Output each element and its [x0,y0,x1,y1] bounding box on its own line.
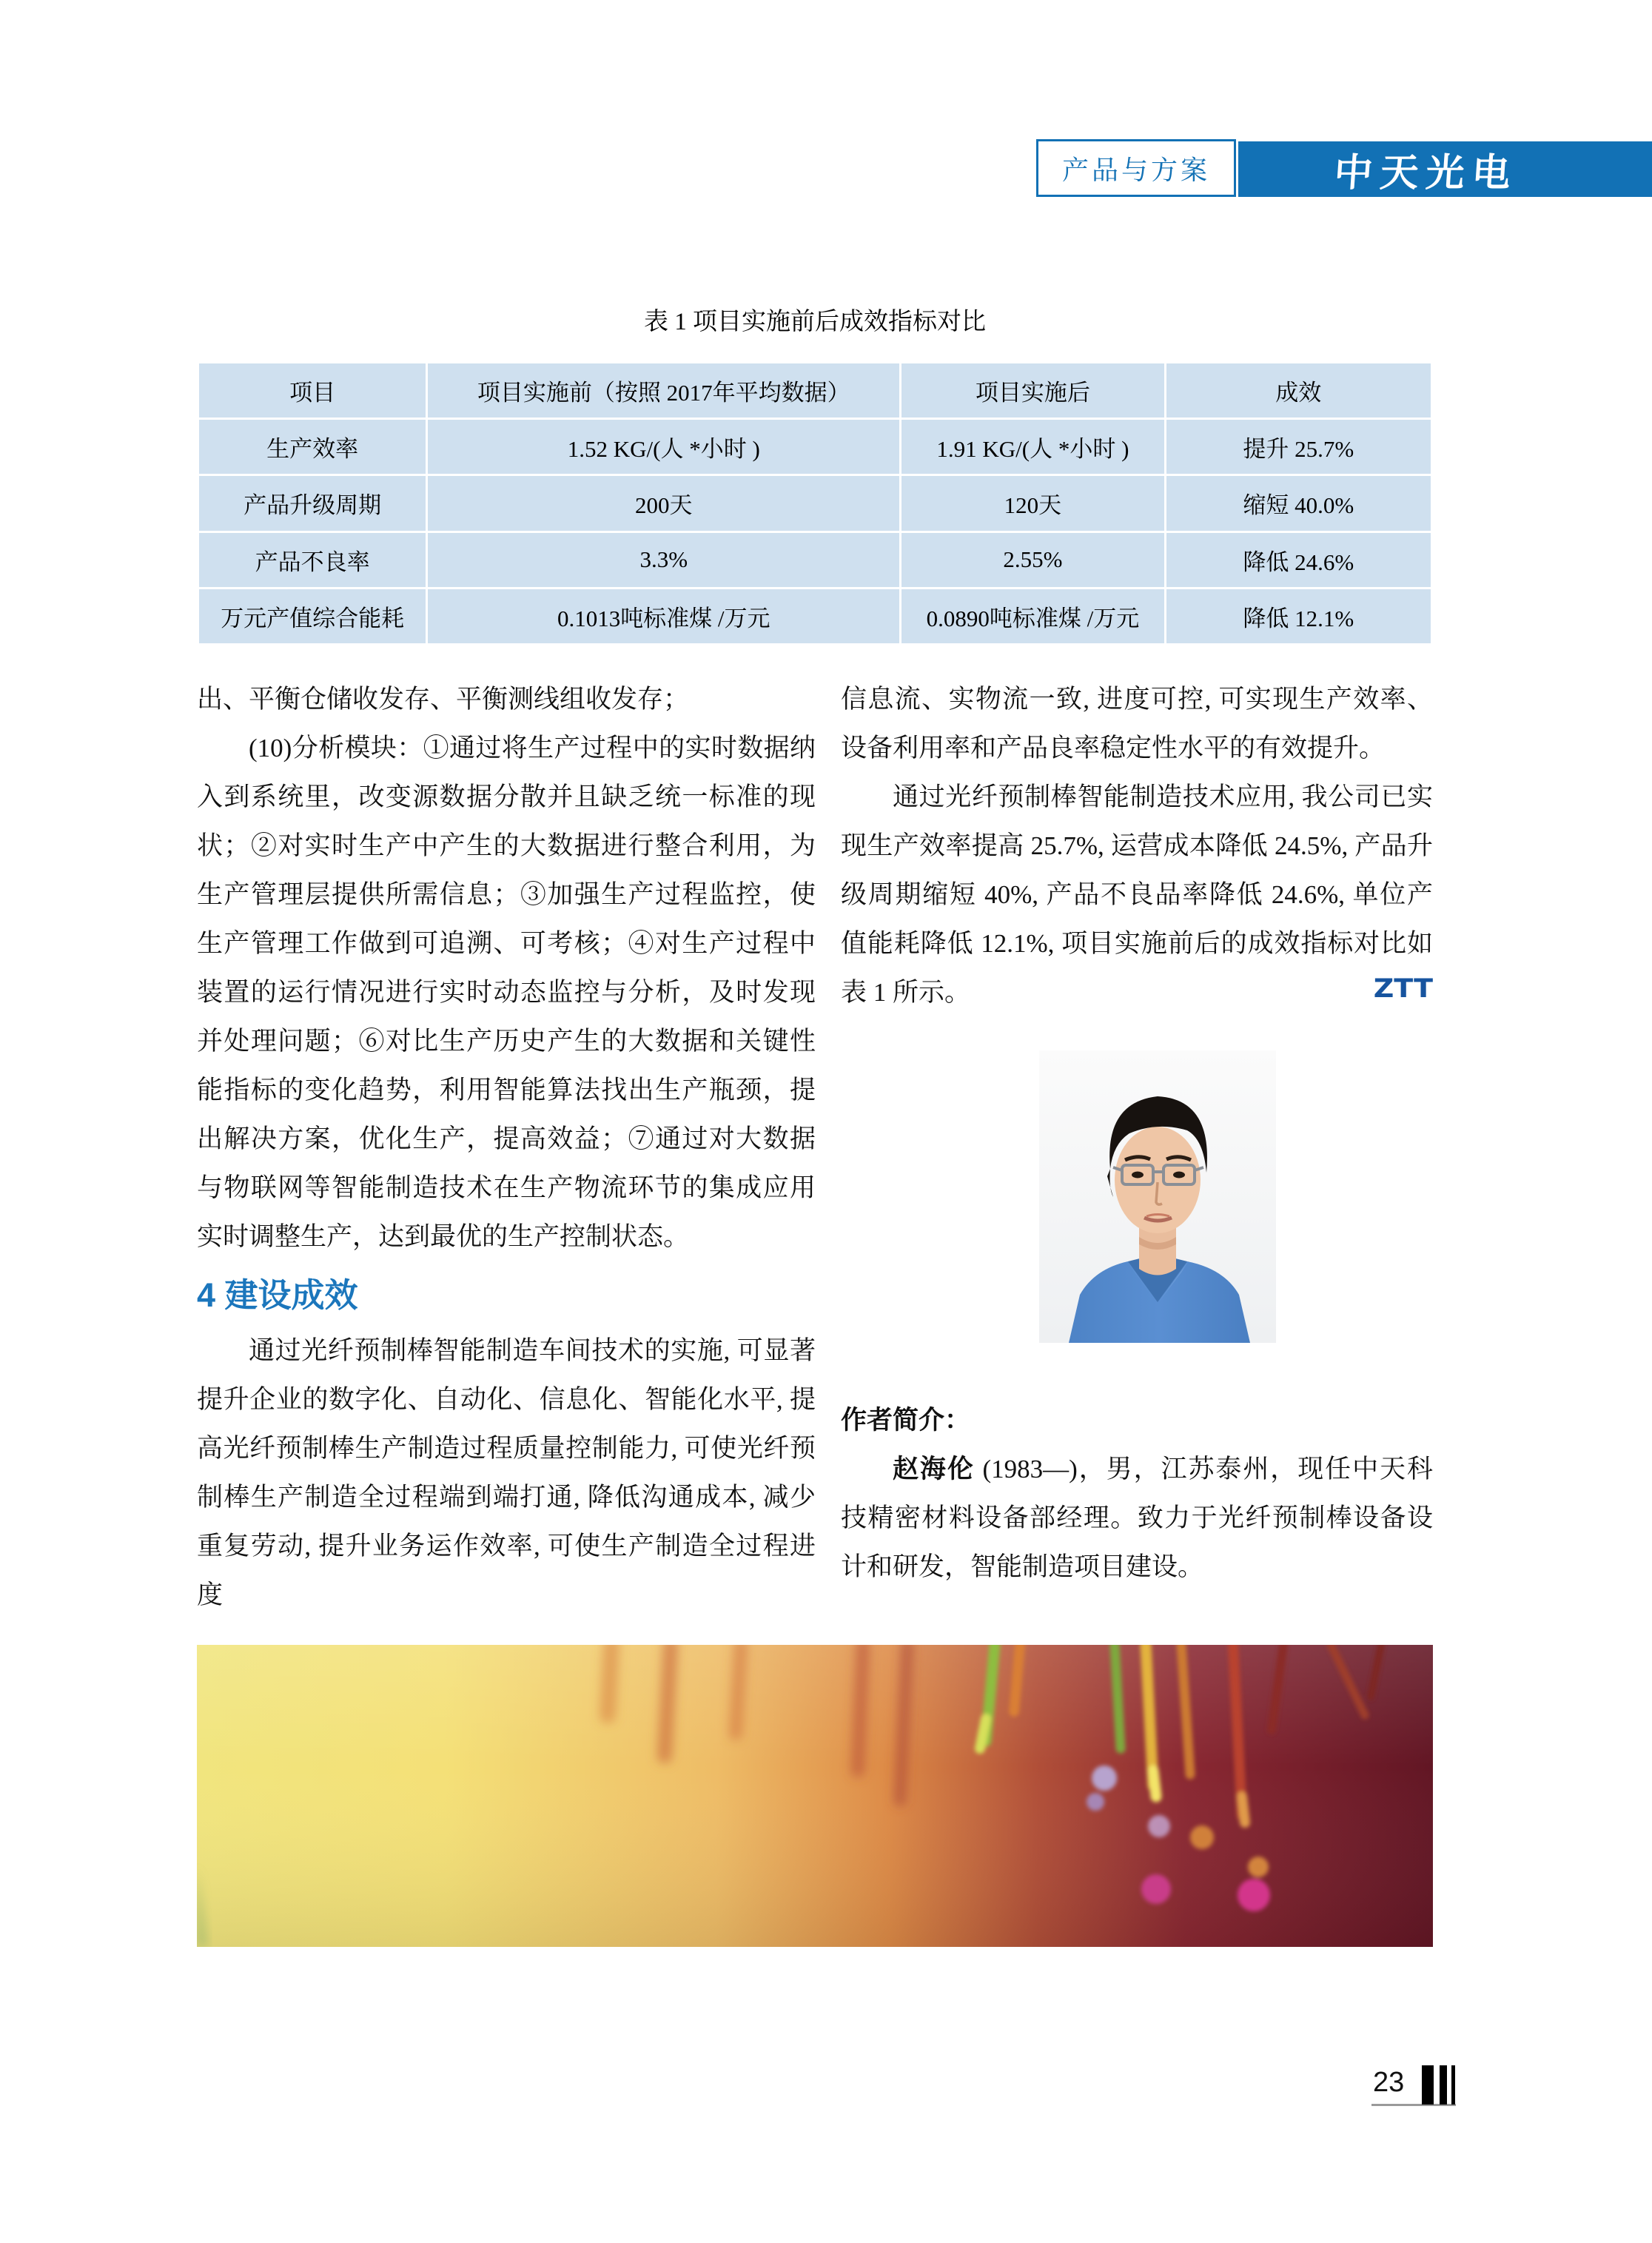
author-section [841,1396,1433,1592]
portrait-graphic [1039,1050,1276,1343]
author-photo [1039,1050,1276,1343]
author-bio [841,1445,1433,1592]
body-paragraph [841,773,1433,1017]
left-column [197,675,816,1620]
brand-logo-text: 中天光电 [1332,151,1520,195]
cell: 1.52 KG/(人 *小时 ) [428,420,899,474]
cell: 0.1013吨标准煤 /万元 [428,589,899,643]
right-column [841,675,1433,1017]
col-header: 成效 [1166,363,1431,418]
footer-bar-mark [1422,2065,1434,2105]
body-paragraph: (10)分析模块：①通过将生产过程中的实时数据纳入到系统里，改变源数据分散并且缺乏统一标准的现状；②对实时生产中产生的大数据进行整合利用，为生产管理层提供所需信息；③加强生产过程监控，使生产管理工作做到可追溯、可考核；④对生产过程中装置的运行情况进行实时动态监控与分析，及时发现并处理问题；⑥对比生产历史产生的大数据和关键性能指标的变化趋势，利用智能算法找出生产瓶颈，提出解决方案，优化生产，提高效益；⑦通过对大数据与物联网等智能制造技术在生产物流环节的集成应用实时调整生产，达到最优的生产控制状态。 [197,734,816,1251]
col-header: 项目实施后 [901,363,1164,418]
cell: 降低 12.1% [1166,589,1431,643]
body-paragraph-text: 通过光纤预制棒智能制造技术应用, 我公司已实现生产效率提高 25.7%, 运营成本降低 24.5%, 产品升级周期缩短 40%, 产品不良品率降低 24.6%, 单位产值能耗降低 12.1%, 项目实施前后的成效指标对比如表 1 所示。 [841,782,1433,1007]
body-paragraph: 出、平衡仓储收发存、平衡测线组收发存； [197,685,690,714]
table-header-row [199,363,1431,418]
cell: 提升 25.7% [1166,420,1431,474]
cell: 产品不良率 [199,533,426,587]
page-number: 23 [1373,2067,1405,2098]
cell: 120天 [901,476,1164,530]
cell: 缩短 40.0% [1166,476,1431,530]
table-title: 表 1 项目实施前后成效指标对比 [644,309,986,335]
cell: 0.0890吨标准煤 /万元 [901,589,1164,643]
body-paragraph: 通过光纤预制棒智能制造车间技术的实施, 可显著提升企业的数字化、自动化、信息化、智能化水平, 提高光纤预制棒生产制造过程质量控制能力, 可使光纤预制棒生产制造全过程端到端打通, 降低沟通成本, 减少重复劳动, 提升业务运作效率, 可使生产制造全过程进度 [197,1336,816,1609]
section-heading: 4 建设成效 [197,1276,358,1314]
cell: 生产效率 [199,420,426,474]
body-paragraph: 信息流、实物流一致, 进度可控, 可实现生产效率、设备利用率和产品良率稳定性水平的有效提升。 [841,685,1433,762]
ztt-logo: ZTT [1373,973,1433,1004]
cell: 3.3% [428,533,899,587]
table-row [199,476,1431,530]
cell: 降低 24.6% [1166,533,1431,587]
cell: 200天 [428,476,899,530]
col-header: 项目实施前（按照 2017年平均数据） [428,363,899,418]
table-row [199,589,1431,643]
cell: 万元产值综合能耗 [199,589,426,643]
fiber-optic-image [197,1645,1433,1947]
fiber-optic-graphic [197,1645,1433,1947]
comparison-table [197,361,1433,646]
table-row [199,420,1431,474]
author-name: 赵海伦 [893,1455,975,1483]
section-badge-label: 产品与方案 [1061,154,1210,185]
col-header: 项目 [199,363,426,418]
brand-banner [1238,141,1652,197]
cell: 产品升级周期 [199,476,426,530]
author-bio-text: (1983—)，男，江苏泰州，现任中天科技精密材料设备部经理。致力于光纤预制棒设备设计和研发，智能制造项目建设。 [841,1455,1433,1581]
cell: 2.55% [901,533,1164,587]
section-badge [1036,139,1236,197]
author-heading: 作者简介： [841,1406,971,1435]
footer-bar-mark [1451,2065,1455,2105]
footer-bar-mark [1440,2065,1447,2105]
table-row [199,533,1431,587]
cell: 1.91 KG/(人 *小时 ) [901,420,1164,474]
